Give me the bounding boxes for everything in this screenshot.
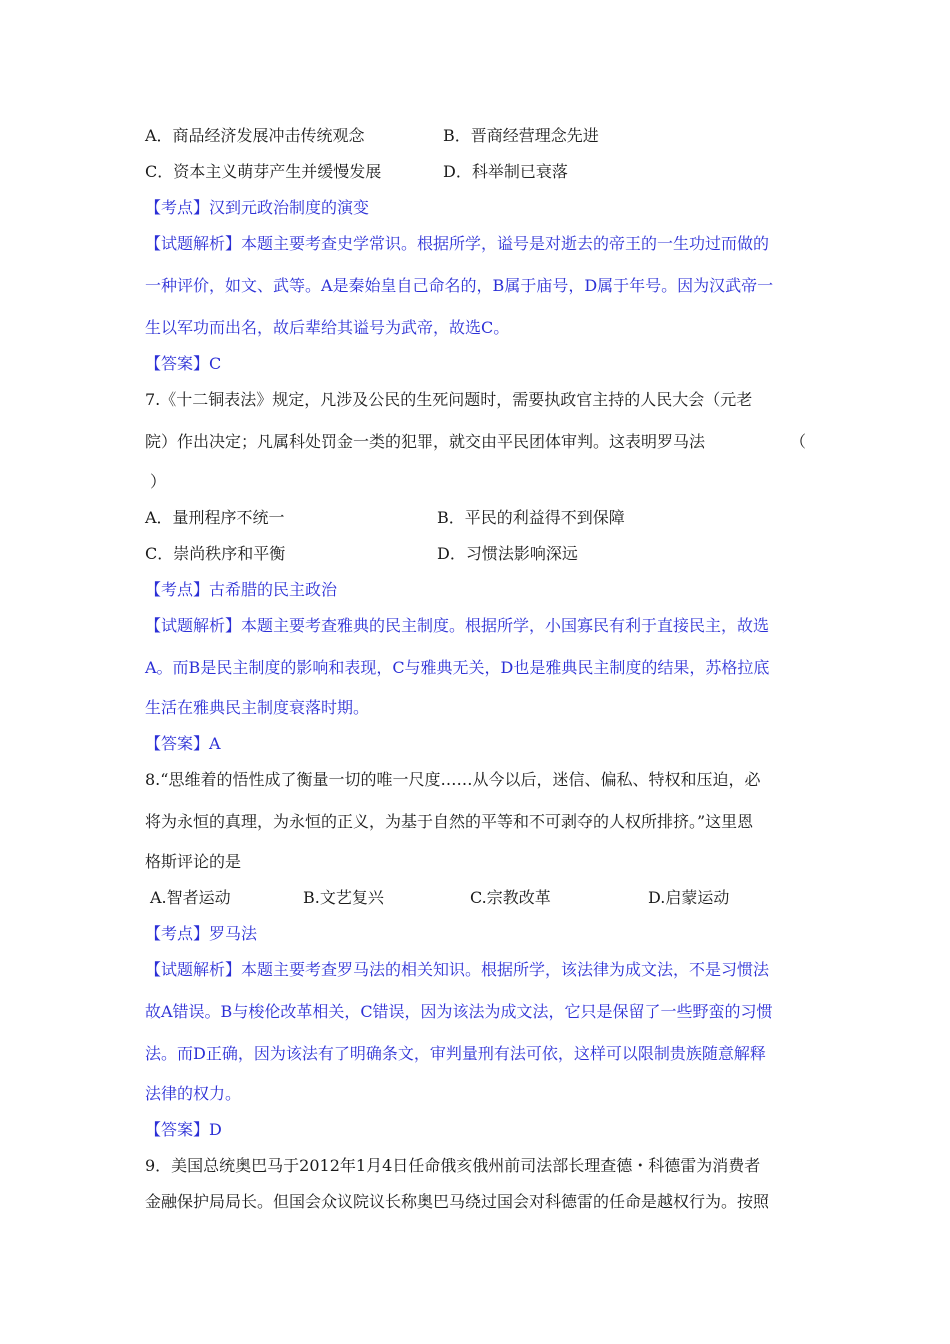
q7-blank-close: ）: [150, 472, 167, 491]
q7-stem-line-2: 院）作出决定；凡属科处罚金一类的犯罪，就交由平民团体审判。这表明罗马法: [145, 432, 706, 451]
q6-jiexi-line-2: 一种评价，如文、武等。A是秦始皇自己命名的，B属于庙号，D属于年号。因为汉武帝一: [145, 276, 774, 295]
q6-option-d: D．科举制已衰落: [443, 162, 568, 181]
q8-stem-line-2: 将为永恒的真理，为永恒的正义，为基于自然的平等和不可剥夺的人权所排挤。”这里恩: [145, 812, 754, 831]
q8-option-a: A.智者运动: [150, 888, 231, 907]
q8-option-c: C.宗教改革: [470, 888, 551, 907]
q7-option-c: C．崇尚秩序和平衡: [145, 544, 286, 563]
q9-stem-line-1: 9．美国总统奥巴马于2012年1月4日任命俄亥俄州前司法部长理查德・科德雷为消费者: [145, 1156, 761, 1175]
q8-option-d: D.启蒙运动: [648, 888, 730, 907]
q8-jiexi-line-2: 故A错误。B与梭伦改革相关，C错误，因为该法为成文法，它只是保留了一些野蛮的习惯: [145, 1002, 773, 1021]
q6-jiexi-line-3: 生以军功而出名，故后辈给其谥号为武帝，故选C。: [145, 318, 510, 337]
q7-blank-open: （: [790, 432, 807, 451]
q8-option-b: B.文艺复兴: [303, 888, 384, 907]
q8-stem-line-1: 8.“思维着的悟性成了衡量一切的唯一尺度……从今以后，迷信、偏私、特权和压迫，必: [145, 770, 761, 789]
q6-option-b: B．晋商经营理念先进: [443, 126, 599, 145]
q7-option-a: A．量刑程序不统一: [145, 508, 285, 527]
q8-jiexi-line-3: 法。而D正确，因为该法有了明确条文，审判量刑有法可依，这样可以限制贵族随意解释: [145, 1044, 766, 1063]
q7-jiexi-line-1: 【试题解析】本题主要考查雅典的民主制度。根据所学，小国寡民有利于直接民主，故选: [145, 616, 770, 635]
q7-answer: 【答案】A: [145, 734, 221, 753]
q8-jiexi-line-4: 法律的权力。: [145, 1084, 242, 1103]
q6-option-c: C．资本主义萌芽产生并缓慢发展: [145, 162, 382, 181]
q7-jiexi-line-3: 生活在雅典民主制度衰落时期。: [145, 698, 370, 717]
q8-jiexi-line-1: 【试题解析】本题主要考查罗马法的相关知识。根据所学，该法律为成文法，不是习惯法: [145, 960, 770, 979]
q6-jiexi-line-1: 【试题解析】本题主要考查史学常识。根据所学，谥号是对逝去的帝王的一生功过而做的: [145, 234, 770, 253]
q7-stem-line-1: 7.《十二铜表法》规定，凡涉及公民的生死问题时，需要执政官主持的人民大会（元老: [145, 390, 753, 409]
q8-answer: 【答案】D: [145, 1120, 222, 1139]
q6-option-a: A．商品经济发展冲击传统观念: [145, 126, 365, 145]
q8-stem-line-3: 格斯评论的是: [145, 852, 242, 871]
q6-answer: 【答案】C: [145, 354, 222, 373]
q7-option-d: D．习惯法影响深远: [437, 544, 578, 563]
q6-kaodian: 【考点】汉到元政治制度的演变: [145, 198, 370, 217]
q7-kaodian: 【考点】古希腊的民主政治: [145, 580, 338, 599]
q7-option-b: B．平民的利益得不到保障: [437, 508, 625, 527]
q8-kaodian: 【考点】罗马法: [145, 924, 258, 943]
q9-stem-line-2: 金融保护局局长。但国会众议院议长称奥巴马绕过国会对科德雷的任命是越权行为。按照: [145, 1192, 770, 1211]
q7-jiexi-line-2: A。而B是民主制度的影响和表现，C与雅典无关，D也是雅典民主制度的结果，苏格拉底: [145, 658, 770, 677]
